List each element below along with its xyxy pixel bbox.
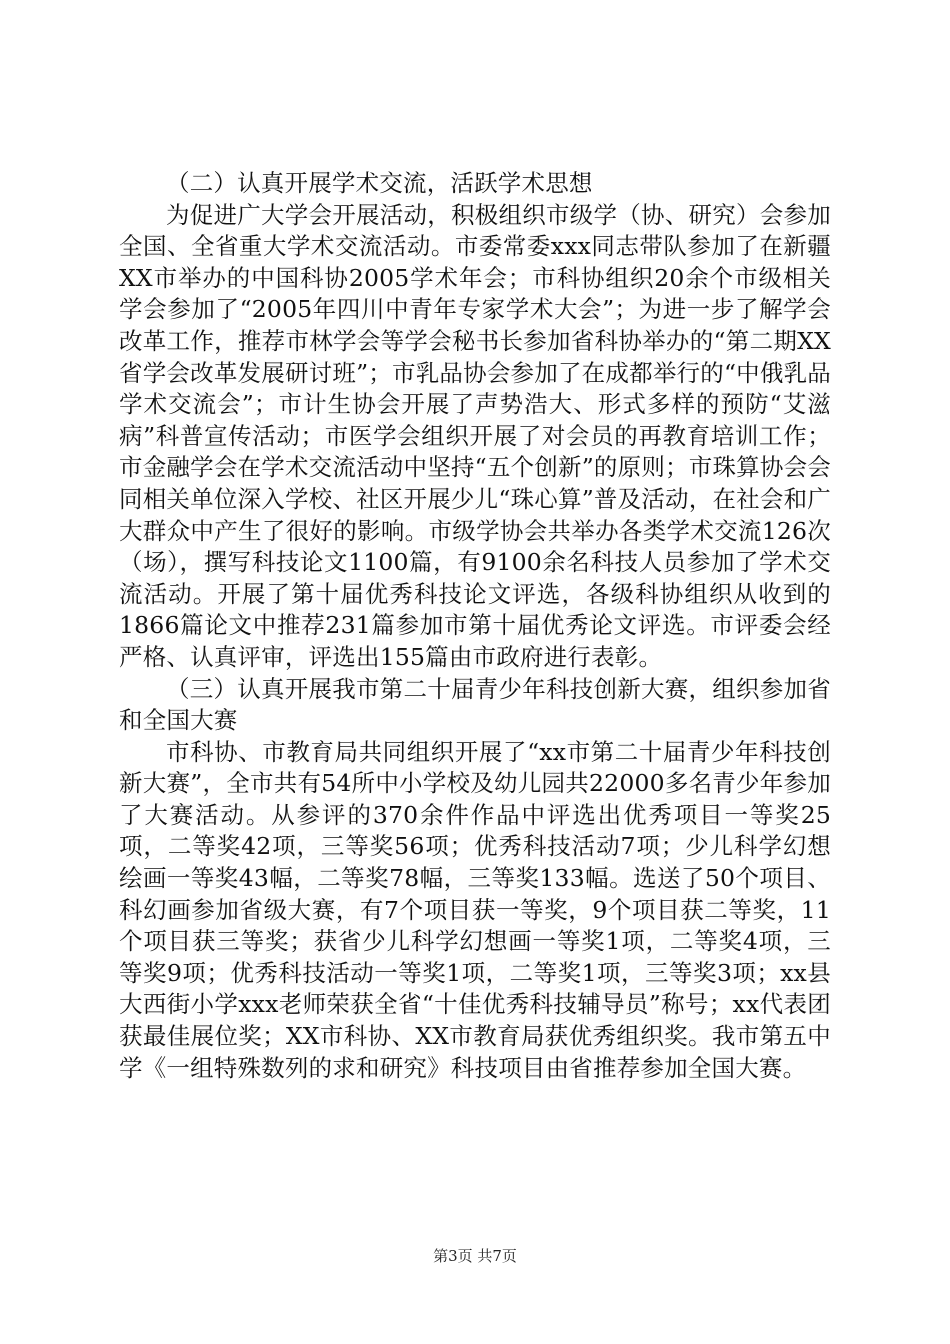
document-body [119, 168, 831, 1084]
body-paragraph: 市科协、市教育局共同组织开展了“xx市第二十届青少年科技创新大赛”，全市共有54所中小学校及幼儿园共22000多名青少年参加了大赛活动。从参评的370余件作品中评选出优秀项目一等奖25项，二等奖42项，三等奖56项；优秀科技活动7项；少儿科学幻想绘画一等奖43幅，二等奖78幅，三等奖133幅。选送了50个项目、科幻画参加省级大赛，有7个项目获一等奖，9个项目获二等奖，11个项目获三等奖；获省少儿科学幻想画一等奖1项，二等奖4项，三等奖9项；优秀科技活动一等奖1项，二等奖1项，三等奖3项；xx县大西街小学xxx老师荣获全省“十佳优秀科技辅导员”称号；xx代表团获最佳展位奖；XX市科协、XX市教育局获优秀组织奖。我市第五中学《一组特殊数列的求和研究》科技项目由省推荐参加全国大赛。 [119, 737, 831, 1082]
section-heading: （二）认真开展学术交流，活跃学术思想 [166, 169, 593, 197]
section-heading: （三）认真开展我市第二十届青少年科技创新大赛，组织参加省和全国大赛 [119, 674, 831, 735]
body-paragraph: 为促进广大学会开展活动，积极组织市级学（协、研究）会参加全国、全省重大学术交流活动。市委常委xxx同志带队参加了在新疆XX市举办的中国科协2005学术年会；市科协组织20余个市级相关学会参加了“2005年四川中青年专家学术大会”；为进一步了解学会改革工作，推荐市林学会等学会秘书长参加省科协举办的“第二期XX省学会改革发展研讨班”；市乳品协会参加了在成都举行的“中俄乳品学术交流会”；市计生协会开展了声势浩大、形式多样的预防“艾滋病”科普宣传活动；市医学会组织开展了对会员的再教育培训工作；市金融学会在学术交流活动中坚持“五个创新”的原则；市珠算协会会同相关单位深入学校、社区开展少儿“珠心算”普及活动，在社会和广大群众中产生了很好的影响。市级学协会共举办各类学术交流126次（场），撰写科技论文1100篇，有9100余名科技人员参加了学术交流活动。开展了第十届优秀科技论文评选，各级科协组织从收到的1866篇论文中推荐231篇参加市第十届优秀论文评选。市评委会经严格、认真评审，评选出155篇由市政府进行表彰。 [119, 200, 831, 671]
page-number-footer: 第3页 共7页 [433, 1247, 517, 1265]
